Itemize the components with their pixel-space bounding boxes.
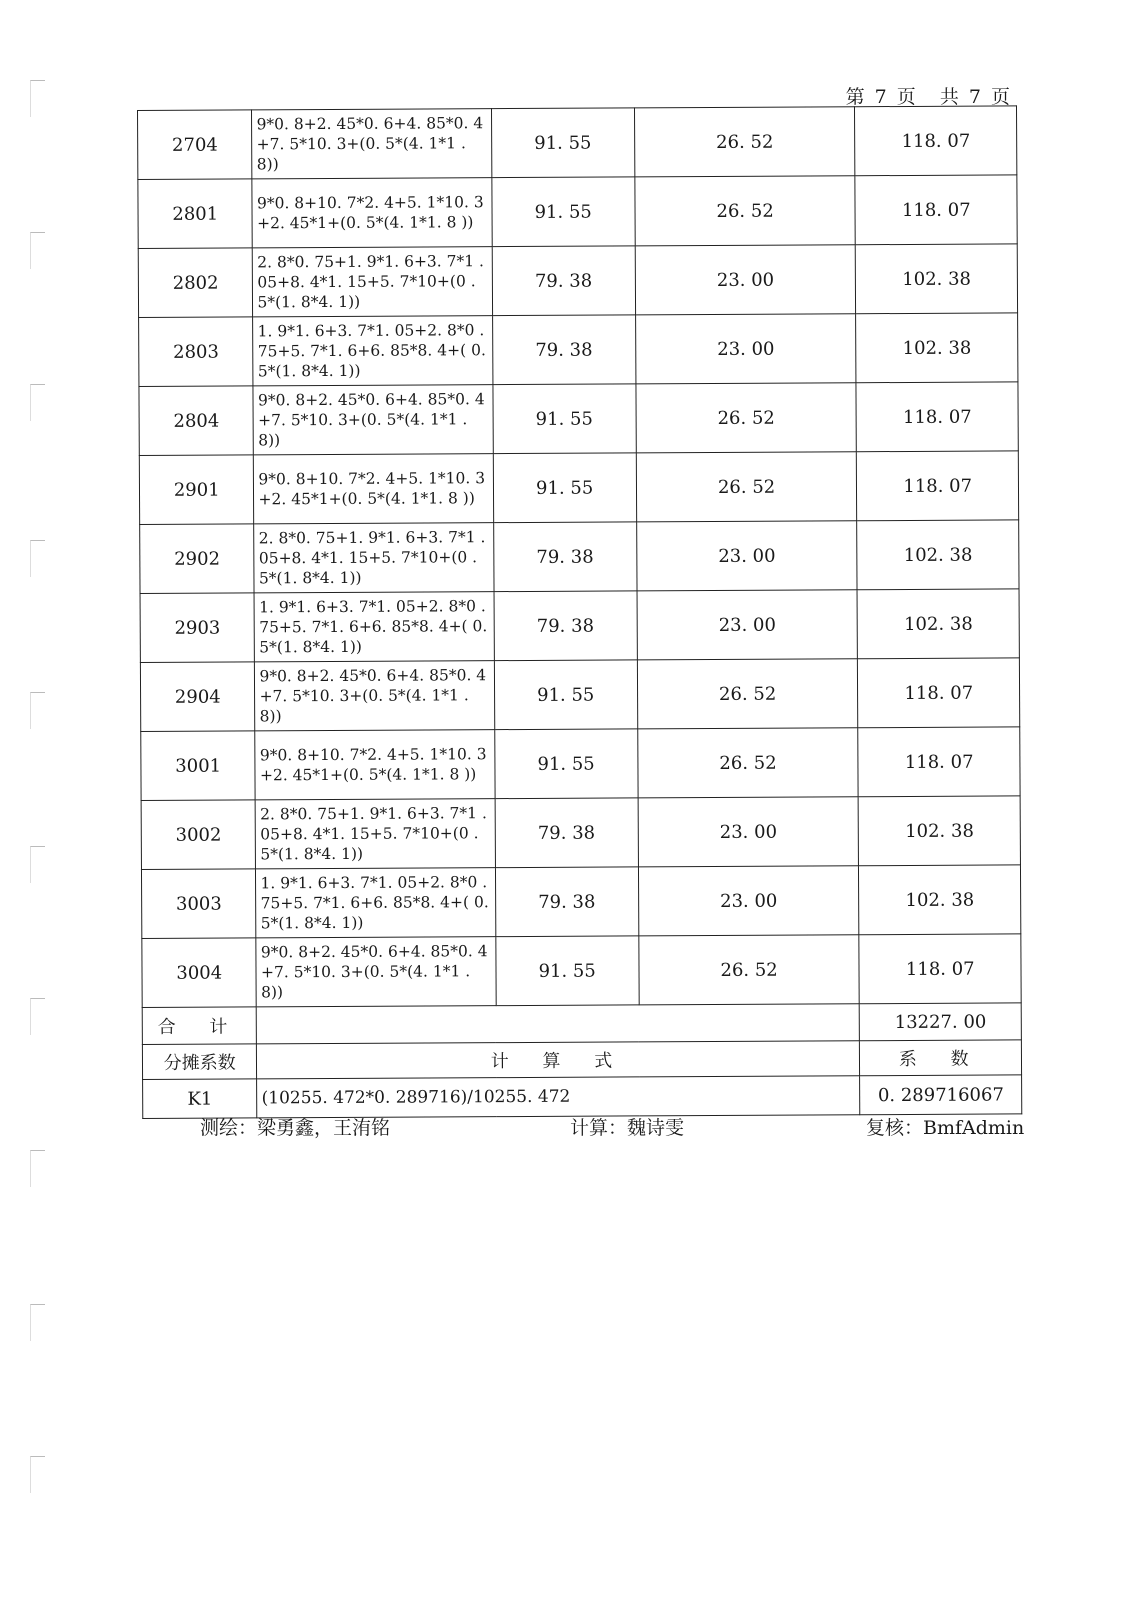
table-row [138,175,1017,249]
coef-header-value: 系 数 [860,1040,1022,1076]
area-shared: 26. 52 [635,176,856,246]
room-number: 3004 [142,938,257,1008]
area-formula: 9*0. 8+2. 45*0. 6+4. 85*0. 4+7. 5*10. 3+(0. 5*(4. 1*1 . 8)) [255,661,495,731]
table-row [139,313,1018,387]
area-inner: 91. 55 [491,177,634,247]
room-number: 2902 [140,524,255,594]
table-row [141,727,1020,801]
room-number: 3003 [141,869,256,939]
area-total: 118. 07 [858,727,1020,797]
table-row [140,520,1019,594]
area-formula: 2. 8*0. 75+1. 9*1. 6+3. 7*1 . 05+8. 4*1. 15+5. 7*10+(0 . 5*(1. 8*4. 1)) [256,799,496,869]
coef-header-formula: 计 算 式 [257,1041,860,1079]
area-shared: 23. 00 [636,521,857,591]
area-formula: 9*0. 8+10. 7*2. 4+5. 1*10. 3+2. 45*1+(0. 5*(4. 1*1. 8 )) [252,178,492,248]
calculator-signature: 计算：魏诗雯 [570,1117,685,1139]
surveyor-signature: 测绘：梁勇鑫，王洧铭 [200,1117,391,1139]
coef-formula: (10255. 472*0. 289716)/10255. 472 [257,1076,860,1118]
area-total: 102. 38 [859,865,1021,935]
area-total: 118. 07 [856,382,1018,452]
area-formula: 9*0. 8+10. 7*2. 4+5. 1*10. 3+2. 45*1+(0. 5*(4. 1*1. 8 )) [255,730,495,800]
room-number: 2803 [139,317,254,387]
coef-header-row [142,1040,1021,1080]
table-row [140,658,1019,732]
area-formula: 9*0. 8+10. 7*2. 4+5. 1*10. 3+2. 45*1+(0. 5*(4. 1*1. 8 )) [254,454,494,524]
area-total: 118. 07 [857,451,1019,521]
total-blank [257,1004,860,1044]
room-number: 2904 [140,662,255,732]
area-shared: 23. 00 [637,590,858,660]
area-formula: 9*0. 8+2. 45*0. 6+4. 85*0. 4+7. 5*10. 3+(0. 5*(4. 1*1 . 8)) [256,937,496,1007]
total-value: 13227. 00 [860,1003,1022,1041]
area-inner: 91. 55 [494,729,637,799]
table-row [139,382,1018,456]
table-row [141,865,1020,939]
area-inner: 91. 55 [495,936,638,1006]
area-shared: 23. 00 [638,866,859,936]
area-inner: 79. 38 [493,522,636,592]
area-total: 102. 38 [856,244,1018,314]
total-label: 合 计 [142,1007,257,1045]
binding-holes [30,0,50,1600]
room-number: 2804 [139,386,254,456]
area-shared: 26. 52 [636,452,857,522]
room-number: 2801 [138,179,253,249]
coef-header-label: 分摊系数 [142,1044,257,1080]
page-current: 第 7 页 [845,86,918,108]
room-number: 2903 [140,593,255,663]
room-number: 2901 [139,455,254,525]
table-row [138,106,1017,180]
room-number: 3001 [141,731,256,801]
coef-value: 0. 289716067 [860,1075,1022,1115]
area-shared: 23. 00 [635,245,856,315]
total-row [142,1003,1021,1045]
area-formula: 1. 9*1. 6+3. 7*1. 05+2. 8*0 . 75+5. 7*1. 6+6. 85*8. 4+( 0. 5*(1. 8*4. 1)) [256,868,496,938]
page-total: 共 7 页 [939,86,1012,108]
coef-row [143,1075,1022,1119]
room-number: 2802 [138,248,253,318]
area-inner: 91. 55 [494,660,637,730]
area-total: 102. 38 [857,520,1019,590]
area-shared: 26. 52 [634,107,855,177]
area-inner: 79. 38 [495,798,638,868]
area-total: 118. 07 [855,106,1017,176]
area-total: 102. 38 [856,313,1018,383]
area-table [137,105,1022,1119]
room-number: 3002 [141,800,256,870]
area-formula: 1. 9*1. 6+3. 7*1. 05+2. 8*0 . 75+5. 7*1. 6+6. 85*8. 4+( 0. 5*(1. 8*4. 1)) [253,316,493,386]
area-total: 118. 07 [859,934,1021,1004]
area-shared: 26. 52 [636,383,857,453]
area-inner: 79. 38 [492,246,635,316]
area-formula: 9*0. 8+2. 45*0. 6+4. 85*0. 4+7. 5*10. 3+(0. 5*(4. 1*1 . 8)) [252,109,492,179]
area-inner: 91. 55 [491,108,634,178]
area-total: 102. 38 [859,796,1021,866]
area-shared: 26. 52 [637,728,858,798]
room-number: 2704 [138,110,253,180]
table-row [139,451,1018,525]
area-formula: 1. 9*1. 6+3. 7*1. 05+2. 8*0 . 75+5. 7*1. 6+6. 85*8. 4+( 0. 5*(1. 8*4. 1)) [254,592,494,662]
area-total: 102. 38 [857,589,1019,659]
table-row [142,934,1021,1008]
area-table-body [138,106,1022,1008]
area-total: 118. 07 [858,658,1020,728]
area-total: 118. 07 [855,175,1017,245]
area-formula: 2. 8*0. 75+1. 9*1. 6+3. 7*1 . 05+8. 4*1. 15+5. 7*10+(0 . 5*(1. 8*4. 1)) [253,247,493,317]
table-row [141,796,1020,870]
area-shared: 26. 52 [637,659,858,729]
area-inner: 91. 55 [493,384,636,454]
area-inner: 79. 38 [495,867,638,937]
area-formula: 9*0. 8+2. 45*0. 6+4. 85*0. 4+7. 5*10. 3+(0. 5*(4. 1*1 . 8)) [253,385,493,455]
area-shared: 26. 52 [639,935,860,1005]
reviewer-signature: 复核：BmfAdmin [866,1117,1025,1139]
area-inner: 91. 55 [493,453,636,523]
table-row [140,589,1019,663]
area-formula: 2. 8*0. 75+1. 9*1. 6+3. 7*1 . 05+8. 4*1. 15+5. 7*10+(0 . 5*(1. 8*4. 1)) [254,523,494,593]
area-inner: 79. 38 [494,591,637,661]
area-shared: 23. 00 [635,314,856,384]
table-row [138,244,1017,318]
coef-label: K1 [143,1079,258,1119]
area-inner: 79. 38 [492,315,635,385]
area-shared: 23. 00 [638,797,859,867]
